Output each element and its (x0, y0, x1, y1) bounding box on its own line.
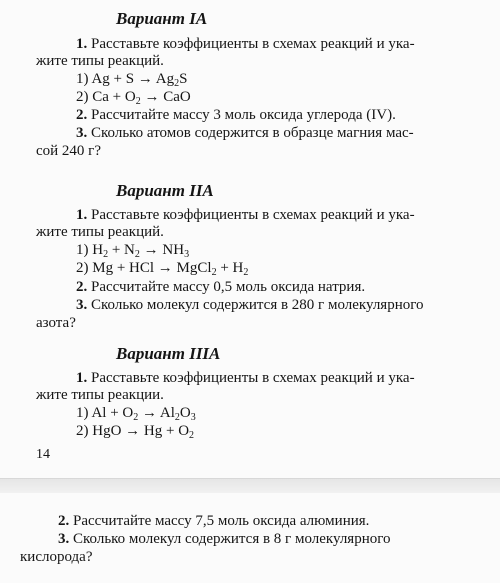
v1a-task3-line1 (76, 125, 414, 142)
v1a-reaction-2 (76, 89, 191, 106)
cont-task2 (58, 513, 369, 530)
reaction-label: 1) (76, 405, 89, 421)
formula-part: → NH (139, 242, 185, 258)
task-text: Расставьте коэффициенты в схемах реакций и ука- (91, 370, 415, 386)
cont-task3-line1 (58, 531, 391, 548)
task-number: 2. (58, 513, 70, 529)
task-number: 3. (58, 531, 70, 547)
v2a-reaction-1 (76, 242, 189, 259)
page-number: 14 (36, 447, 50, 462)
subscript: 2 (174, 78, 180, 89)
task-text: Рассчитайте массу 3 моль оксида углерода (IV). (91, 107, 396, 123)
v1a-task3-line2: сой 240 г? (36, 143, 101, 159)
task-number: 1. (76, 207, 88, 223)
task-text: Расставьте коэффициенты в схемах реакций и ука- (91, 36, 415, 52)
subscript: 2 (174, 412, 180, 423)
task-number: 1. (76, 370, 88, 386)
v3a-reaction-2 (76, 423, 194, 440)
page-separator (0, 478, 500, 494)
formula-part: → Al (138, 405, 175, 421)
variant-3a-title: Вариант IIIA (116, 344, 221, 363)
formula-part: S (179, 71, 188, 87)
reaction-label: 2) (76, 423, 89, 439)
cont-task3-line2: кислорода? (20, 549, 93, 565)
subscript: 2 (135, 96, 141, 107)
v3a-reaction-1 (76, 405, 196, 422)
subscript: 3 (190, 412, 196, 423)
v2a-task3-line1 (76, 297, 424, 314)
formula-part: Ca + O (92, 89, 136, 105)
v2a-task2 (76, 279, 365, 296)
reaction-label: 1) (76, 71, 89, 87)
formula-part: Al + O (91, 405, 134, 421)
task-number: 2. (76, 107, 88, 123)
v2a-task1-line2: жите типы реакций. (36, 224, 164, 240)
v1a-reaction-1 (76, 71, 187, 88)
reaction-label: 2) (76, 89, 89, 105)
subscript: 2 (189, 430, 195, 441)
formula-part: H (92, 242, 104, 258)
task-text: Сколько молекул содержится в 8 г молекулярного (73, 531, 391, 547)
v1a-task2 (76, 107, 396, 124)
formula-part: + N (108, 242, 135, 258)
formula-part: Mg + HCl → MgCl (92, 260, 212, 276)
subscript: 2 (103, 249, 109, 260)
v3a-task1-line2: жите типы реакции. (36, 387, 164, 403)
task-text: Рассчитайте массу 0,5 моль оксида натрия. (91, 279, 366, 295)
subscript: 2 (134, 249, 140, 260)
v2a-reaction-2 (76, 260, 248, 277)
task-number: 2. (76, 279, 88, 295)
formula-part: + H (216, 260, 244, 276)
reaction-label: 1) (76, 242, 89, 258)
subscript: 2 (211, 267, 217, 278)
v1a-task1-line1 (76, 36, 415, 53)
textbook-page-15 (0, 493, 500, 583)
subscript: 2 (243, 267, 249, 278)
task-text: Сколько молекул содержится в 280 г молекулярного (91, 297, 424, 313)
v2a-task1-line1 (76, 207, 415, 224)
v2a-task3-line2: азота? (36, 315, 76, 331)
formula-part: → CaO (140, 89, 191, 105)
subscript: 3 (184, 249, 190, 260)
task-text: Сколько атомов содержится в образце магния мас- (91, 125, 414, 141)
variant-1a-title: Вариант IA (116, 9, 208, 28)
variant-2a-title: Вариант IIA (116, 181, 214, 200)
subscript: 2 (133, 412, 139, 423)
task-number: 1. (76, 36, 88, 52)
v1a-task1-line2: жите типы реакций. (36, 53, 164, 69)
task-text: Рассчитайте массу 7,5 моль оксида алюминия. (73, 513, 370, 529)
reaction-label: 2) (76, 260, 89, 276)
formula-part: HgO → Hg + O (92, 423, 190, 439)
task-text: Расставьте коэффициенты в схемах реакций и ука- (91, 207, 415, 223)
formula-part: Ag + S → Ag (91, 71, 175, 87)
v3a-task1-line1 (76, 370, 415, 387)
task-number: 3. (76, 297, 88, 313)
task-number: 3. (76, 125, 88, 141)
formula-part: O (179, 405, 191, 421)
